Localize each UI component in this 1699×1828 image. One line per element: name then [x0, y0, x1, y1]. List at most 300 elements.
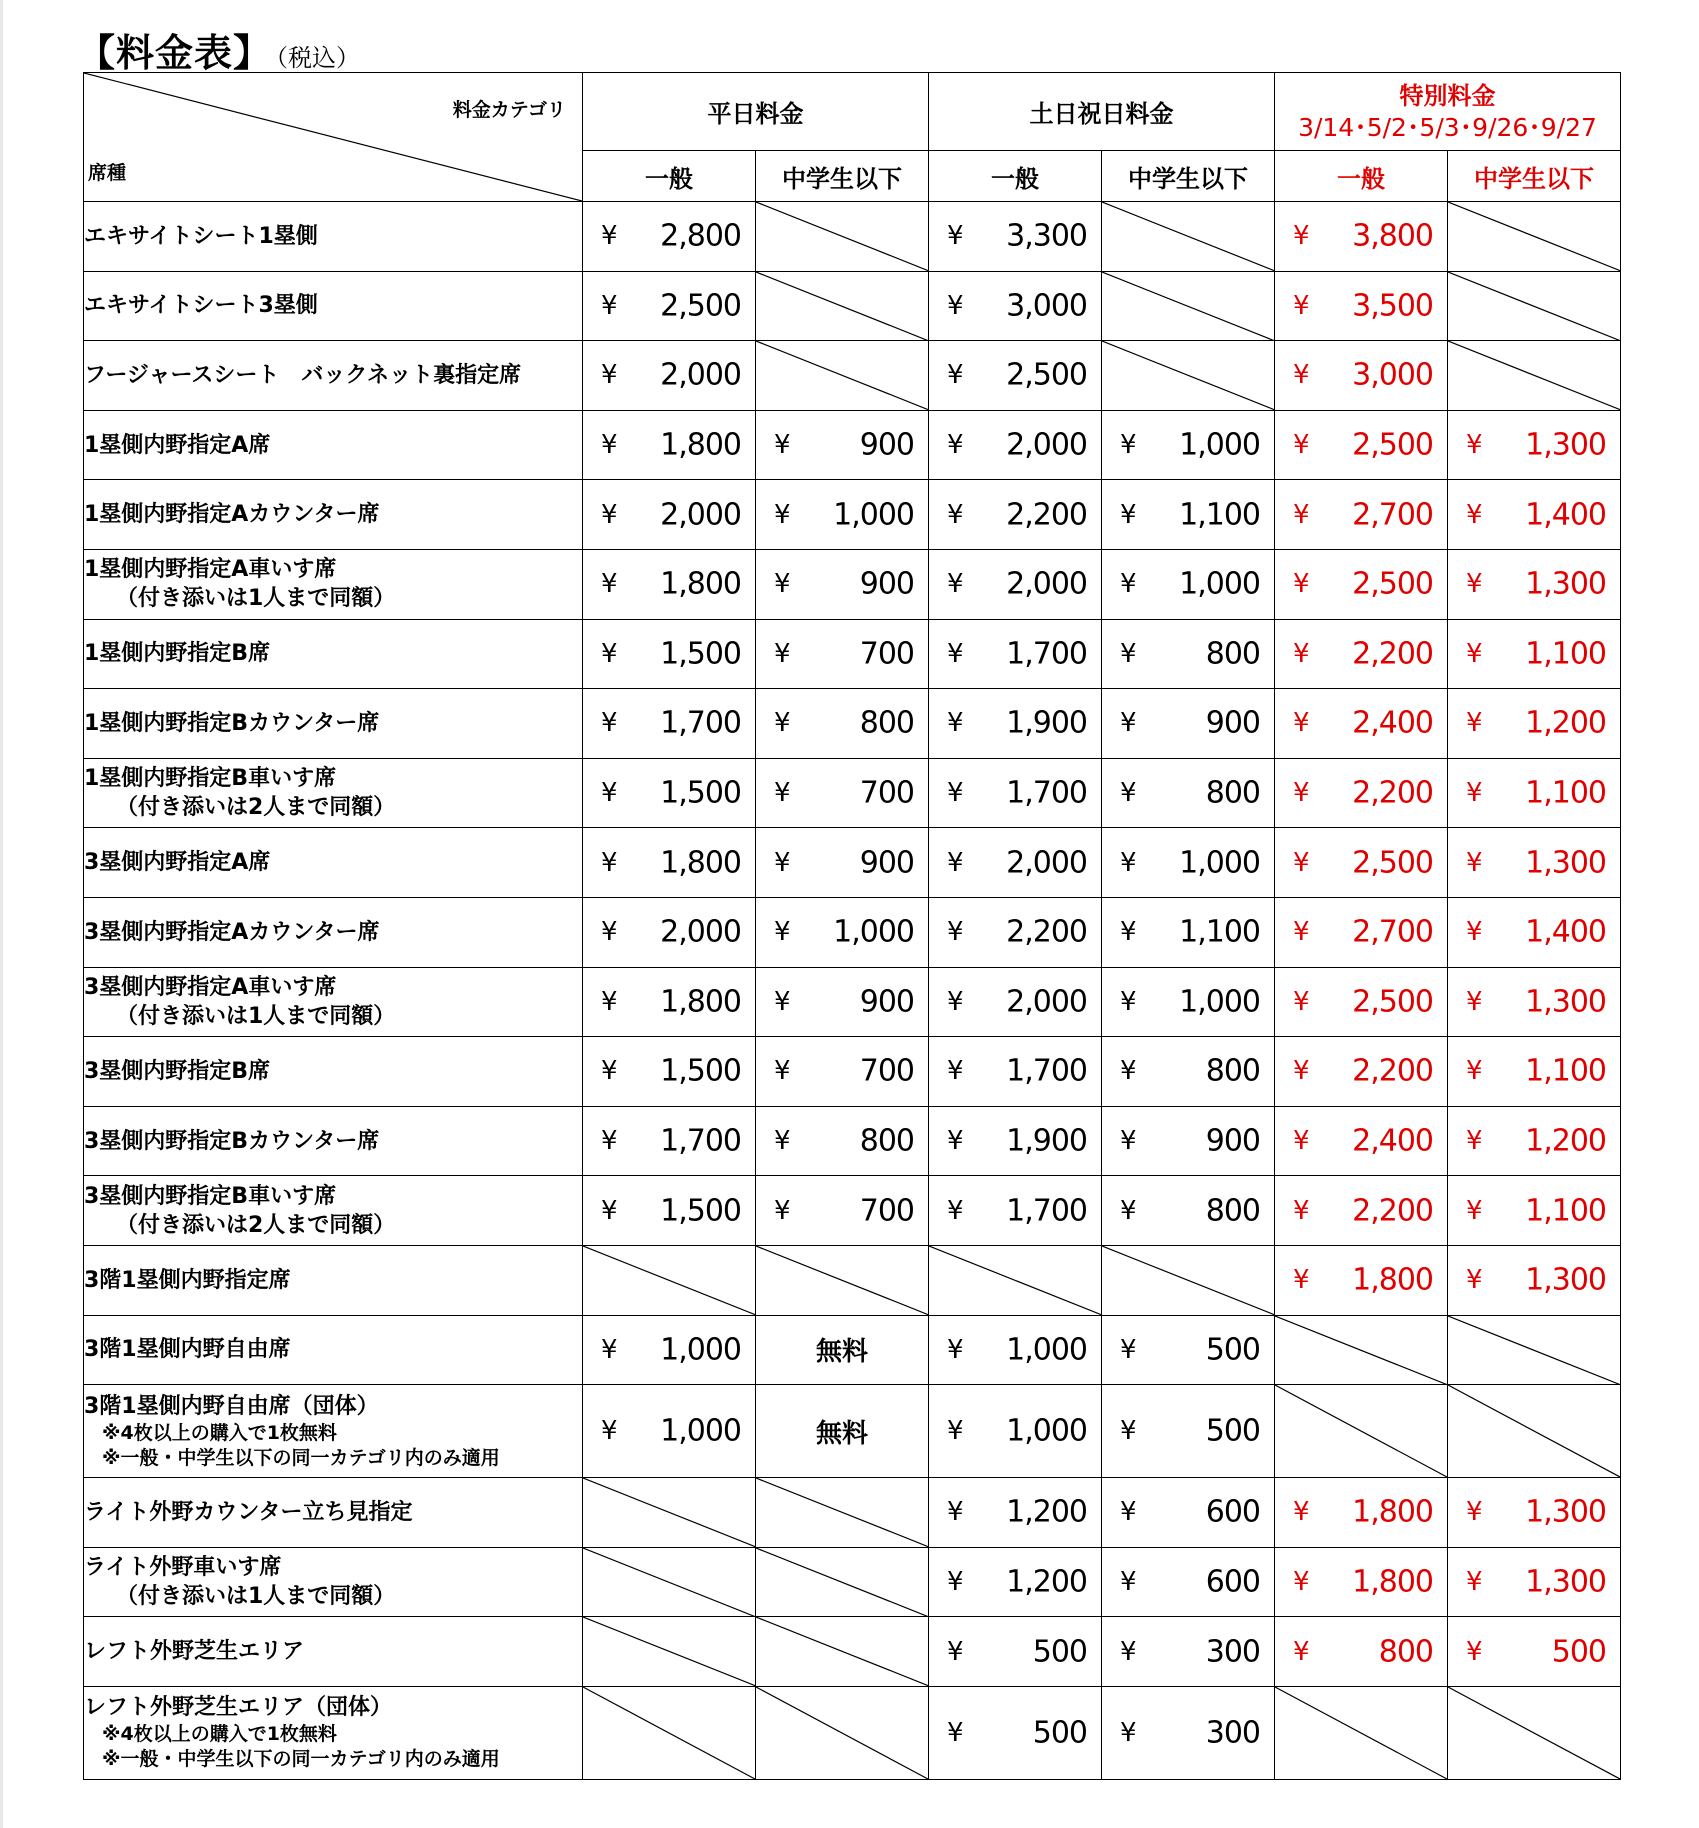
- yen-symbol: ¥: [1466, 708, 1483, 739]
- price-weekday-adult: [583, 897, 756, 967]
- yen-symbol: ¥: [601, 430, 618, 461]
- seat-name: 1塁側内野指定Aカウンター席: [84, 502, 380, 528]
- yen-symbol: ¥: [1293, 221, 1310, 252]
- price-table-body: [84, 202, 1621, 1780]
- price-amount: 2,000: [660, 914, 741, 950]
- yen-symbol: ¥: [1120, 1566, 1137, 1597]
- price-na-weekday-child: [756, 202, 929, 272]
- price-amount: 2,200: [1352, 636, 1433, 672]
- price-weekday-child: [756, 689, 929, 759]
- price-special-adult: [1275, 828, 1448, 898]
- price-amount: 900: [859, 984, 914, 1020]
- price-special-child: [1448, 1478, 1621, 1548]
- yen-symbol: ¥: [1120, 430, 1137, 461]
- price-special-adult: [1275, 1106, 1448, 1176]
- price-weekend-child: [1102, 410, 1275, 480]
- table-row: [84, 897, 1621, 967]
- table-row: [84, 410, 1621, 480]
- price-weekend-adult: [929, 1617, 1102, 1687]
- price-amount: 3,300: [1006, 218, 1087, 254]
- subheader-special-child: 中学生以下: [1448, 151, 1621, 202]
- seat-name-cell: [84, 1617, 583, 1687]
- seat-name-cell: [84, 758, 583, 828]
- yen-symbol: ¥: [1293, 917, 1310, 948]
- table-row: [84, 758, 1621, 828]
- not-applicable-slash-icon: [756, 1617, 928, 1686]
- yen-symbol: ¥: [774, 430, 791, 461]
- price-weekend-child: [1102, 1385, 1275, 1478]
- yen-symbol: ¥: [1293, 430, 1310, 461]
- seat-name-cell: [84, 1176, 583, 1246]
- price-amount: 800: [1205, 1053, 1260, 1089]
- price-amount: 1,200: [1525, 1123, 1607, 1159]
- seat-name: 3塁側内野指定Aカウンター席: [84, 919, 380, 945]
- yen-symbol: ¥: [1293, 986, 1310, 1017]
- seat-name: 3階1塁側内野自由席（団体）: [84, 1393, 379, 1419]
- yen-symbol: ¥: [947, 1416, 964, 1447]
- yen-symbol: ¥: [1293, 1497, 1310, 1528]
- table-row: [84, 1686, 1621, 1779]
- yen-symbol: ¥: [1120, 638, 1137, 669]
- price-special-child: [1448, 1617, 1621, 1687]
- price-special-child: [1448, 619, 1621, 689]
- price-weekend-child: [1102, 1547, 1275, 1617]
- price-amount: 1,200: [1525, 705, 1607, 741]
- seat-name-cell: [84, 1478, 583, 1548]
- price-na-special-child: [1448, 341, 1621, 411]
- price-amount: 1,700: [660, 1123, 741, 1159]
- price-weekday-adult: [583, 1106, 756, 1176]
- yen-symbol: ¥: [1466, 1566, 1483, 1597]
- yen-symbol: ¥: [774, 569, 791, 600]
- price-amount: 1,500: [660, 1053, 741, 1089]
- yen-symbol: ¥: [1120, 1126, 1137, 1157]
- yen-symbol: ¥: [1466, 1195, 1483, 1226]
- price-weekend-child: [1102, 1315, 1275, 1385]
- yen-symbol: ¥: [947, 221, 964, 252]
- price-amount: 2,000: [1006, 845, 1087, 881]
- seat-note-small: ※一般・中学生以下の同一カテゴリ内のみ適用: [102, 1748, 500, 1771]
- price-na-weekday-adult: [583, 1686, 756, 1779]
- not-applicable-slash-icon: [583, 1478, 755, 1547]
- price-na-weekday-child: [756, 271, 929, 341]
- price-na-special-child: [1448, 271, 1621, 341]
- yen-symbol: ¥: [774, 1056, 791, 1087]
- yen-symbol: ¥: [1120, 1717, 1137, 1748]
- price-special-child: [1448, 1547, 1621, 1617]
- yen-symbol: ¥: [1293, 569, 1310, 600]
- yen-symbol: ¥: [947, 986, 964, 1017]
- price-amount: 1,000: [1006, 1413, 1087, 1449]
- price-na-weekday-child: [756, 1478, 929, 1548]
- price-amount: 1,000: [1179, 845, 1260, 881]
- price-weekend-child: [1102, 1176, 1275, 1246]
- price-weekend-child: [1102, 1106, 1275, 1176]
- price-na-weekday-child: [756, 1617, 929, 1687]
- price-special-child: [1448, 1037, 1621, 1107]
- yen-symbol: ¥: [601, 917, 618, 948]
- price-special-adult: [1275, 410, 1448, 480]
- seat-name-cell: [84, 1686, 583, 1779]
- price-amount: 1,300: [1525, 1494, 1607, 1530]
- yen-symbol: ¥: [774, 1126, 791, 1157]
- price-amount: 2,800: [660, 218, 741, 254]
- price-weekday-adult: [583, 619, 756, 689]
- yen-symbol: ¥: [1120, 1056, 1137, 1087]
- price-amount: 1,100: [1525, 1193, 1607, 1229]
- price-special-adult: [1275, 689, 1448, 759]
- price-weekend-child: [1102, 1617, 1275, 1687]
- price-weekday-child: [756, 549, 929, 619]
- price-amount: 1,700: [1006, 1053, 1087, 1089]
- table-row: [84, 1037, 1621, 1107]
- seat-name: 1塁側内野指定B席: [84, 641, 271, 667]
- price-na-special-child: [1448, 202, 1621, 272]
- price-amount: 1,000: [833, 914, 914, 950]
- price-weekend-child: [1102, 1478, 1275, 1548]
- price-amount: 500: [1032, 1715, 1087, 1751]
- price-weekday-adult: [583, 202, 756, 272]
- price-amount: 2,400: [1352, 705, 1433, 741]
- price-amount: 900: [859, 427, 914, 463]
- yen-symbol: ¥: [601, 290, 618, 321]
- price-na-weekend-child: [1102, 341, 1275, 411]
- yen-symbol: ¥: [1293, 1056, 1310, 1087]
- yen-symbol: ¥: [774, 1195, 791, 1226]
- price-weekend-adult: [929, 410, 1102, 480]
- price-special-child: [1448, 410, 1621, 480]
- special-dates: 3/14･5/2･5/3･9/26･9/27: [1298, 112, 1597, 142]
- price-amount: 1,800: [1352, 1262, 1433, 1298]
- yen-symbol: ¥: [1466, 1636, 1483, 1667]
- price-special-adult: [1275, 202, 1448, 272]
- seat-note-small: ※4枚以上の購入で1枚無料: [102, 1723, 337, 1746]
- price-weekend-child: [1102, 480, 1275, 550]
- price-amount: 1,700: [1006, 636, 1087, 672]
- yen-symbol: ¥: [1466, 986, 1483, 1017]
- yen-symbol: ¥: [1293, 499, 1310, 530]
- yen-symbol: ¥: [1466, 569, 1483, 600]
- price-weekend-adult: [929, 271, 1102, 341]
- price-weekend-adult: [929, 202, 1102, 272]
- price-weekend-adult: [929, 549, 1102, 619]
- price-amount: 500: [1551, 1634, 1607, 1670]
- seat-name: 1塁側内野指定B車いす席: [84, 766, 337, 792]
- price-weekend-adult: [929, 758, 1102, 828]
- price-special-child: [1448, 549, 1621, 619]
- price-weekend-adult: [929, 897, 1102, 967]
- seat-note: （付き添いは2人まで同額）: [116, 795, 396, 821]
- yen-symbol: ¥: [601, 986, 618, 1017]
- price-amount: 500: [1205, 1413, 1260, 1449]
- seat-name: 1塁側内野指定A席: [84, 432, 271, 458]
- seat-name: エキサイトシート1塁側: [84, 223, 318, 249]
- yen-symbol: ¥: [947, 847, 964, 878]
- price-amount: 2,000: [1006, 427, 1087, 463]
- price-amount: 2,200: [1006, 914, 1087, 950]
- table-row: [84, 619, 1621, 689]
- yen-symbol: ¥: [947, 290, 964, 321]
- yen-symbol: ¥: [1120, 1636, 1137, 1667]
- yen-symbol: ¥: [947, 499, 964, 530]
- price-amount: 2,200: [1352, 1193, 1433, 1229]
- price-amount: 600: [1205, 1494, 1260, 1530]
- table-row: [84, 1106, 1621, 1176]
- seat-name-cell: [84, 689, 583, 759]
- price-na-special-child: [1448, 1315, 1621, 1385]
- price-weekday-child: [756, 410, 929, 480]
- yen-symbol: ¥: [1293, 1195, 1310, 1226]
- seat-name-cell: [84, 480, 583, 550]
- not-applicable-slash-icon: [756, 272, 928, 341]
- price-weekday-adult: [583, 549, 756, 619]
- price-amount: 2,500: [1006, 357, 1087, 393]
- yen-symbol: ¥: [1120, 778, 1137, 809]
- price-amount: 1,800: [660, 427, 741, 463]
- price-weekday-child: [756, 480, 929, 550]
- not-applicable-slash-icon: [929, 1246, 1101, 1315]
- price-na-special-adult: [1275, 1315, 1448, 1385]
- price-amount: 2,000: [660, 497, 741, 533]
- price-weekday-child: [756, 828, 929, 898]
- price-amount: 500: [1205, 1332, 1260, 1368]
- not-applicable-slash-icon: [583, 1246, 755, 1315]
- yen-symbol: ¥: [1293, 847, 1310, 878]
- price-special-adult: [1275, 341, 1448, 411]
- price-amount: 1,300: [1525, 1564, 1607, 1600]
- table-row: [84, 1315, 1621, 1385]
- table-row: [84, 1478, 1621, 1548]
- yen-symbol: ¥: [947, 917, 964, 948]
- not-applicable-slash-icon: [1102, 341, 1274, 410]
- price-amount: 1,700: [1006, 1193, 1087, 1229]
- price-amount: 1,100: [1179, 497, 1260, 533]
- subheader-weekday-child: 中学生以下: [756, 151, 929, 202]
- yen-symbol: ¥: [947, 1334, 964, 1365]
- table-row: [84, 341, 1621, 411]
- price-amount: 800: [1205, 1193, 1260, 1229]
- table-row: [84, 1617, 1621, 1687]
- yen-symbol: ¥: [601, 499, 618, 530]
- price-amount: 700: [859, 775, 914, 811]
- price-amount: 2,200: [1352, 1053, 1433, 1089]
- seat-name: エキサイトシート3塁側: [84, 293, 318, 319]
- yen-symbol: ¥: [601, 778, 618, 809]
- price-na-special-child: [1448, 1385, 1621, 1478]
- price-weekend-adult: [929, 1478, 1102, 1548]
- yen-symbol: ¥: [774, 708, 791, 739]
- yen-symbol: ¥: [1466, 1056, 1483, 1087]
- subheader-weekend-child: 中学生以下: [1102, 151, 1275, 202]
- yen-symbol: ¥: [1293, 1566, 1310, 1597]
- price-amount: 700: [859, 1053, 914, 1089]
- seat-name: 3塁側内野指定A車いす席: [84, 974, 337, 1000]
- price-amount: 2,000: [1006, 984, 1087, 1020]
- not-applicable-slash-icon: [583, 1687, 755, 1779]
- group-header-weekday: 平日料金: [583, 73, 929, 151]
- yen-symbol: ¥: [1466, 1126, 1483, 1157]
- price-weekday-adult: [583, 480, 756, 550]
- diagonal-divider-icon: [84, 73, 582, 201]
- yen-symbol: ¥: [1466, 1265, 1483, 1296]
- seat-name-cell: [84, 1385, 583, 1478]
- price-weekday-child: [756, 758, 929, 828]
- price-amount: 1,100: [1179, 914, 1260, 950]
- seat-name-cell: [84, 549, 583, 619]
- not-applicable-slash-icon: [583, 1617, 755, 1686]
- subheader-weekend-adult: 一般: [929, 151, 1102, 202]
- price-amount: 2,200: [1006, 497, 1087, 533]
- yen-symbol: ¥: [947, 638, 964, 669]
- seat-name-cell: [84, 619, 583, 689]
- not-applicable-slash-icon: [1102, 1246, 1274, 1315]
- price-special-adult: [1275, 758, 1448, 828]
- price-amount: 1,000: [660, 1413, 741, 1449]
- price-weekend-adult: [929, 967, 1102, 1037]
- price-amount: 1,400: [1525, 497, 1607, 533]
- price-table: [83, 72, 1621, 1780]
- yen-symbol: ¥: [1293, 360, 1310, 391]
- yen-symbol: ¥: [1466, 430, 1483, 461]
- price-free-weekday-child: 無料: [756, 1315, 929, 1385]
- seat-name-cell: [84, 341, 583, 411]
- price-na-weekday-child: [756, 1547, 929, 1617]
- price-weekday-adult: [583, 1385, 756, 1478]
- category-label: 料金カテゴリ: [452, 99, 566, 121]
- yen-symbol: ¥: [947, 569, 964, 600]
- yen-symbol: ¥: [947, 708, 964, 739]
- price-amount: 1,700: [1006, 775, 1087, 811]
- table-row: [84, 480, 1621, 550]
- price-amount: 900: [859, 566, 914, 602]
- not-applicable-slash-icon: [756, 202, 928, 271]
- seat-name: 1塁側内野指定Bカウンター席: [84, 710, 380, 736]
- yen-symbol: ¥: [1293, 290, 1310, 321]
- header-row-groups: [84, 73, 1621, 151]
- seat-name: フージャースシート バックネット裏指定席: [84, 362, 522, 388]
- title-main: 【料金表】: [77, 31, 273, 75]
- price-amount: 1,100: [1525, 1053, 1607, 1089]
- not-applicable-slash-icon: [1275, 1316, 1447, 1385]
- seat-note: （付き添いは1人まで同額）: [116, 1003, 396, 1029]
- seat-name-cell: [84, 1245, 583, 1315]
- seat-note: （付き添いは1人まで同額）: [116, 586, 396, 612]
- yen-symbol: ¥: [1120, 499, 1137, 530]
- price-amount: 800: [1378, 1634, 1433, 1670]
- yen-symbol: ¥: [774, 778, 791, 809]
- corner-header: [84, 73, 583, 202]
- price-amount: 1,500: [660, 775, 741, 811]
- yen-symbol: ¥: [601, 708, 618, 739]
- yen-symbol: ¥: [1466, 499, 1483, 530]
- yen-symbol: ¥: [1120, 1497, 1137, 1528]
- price-amount: 1,800: [1352, 1494, 1433, 1530]
- price-amount: 700: [859, 1193, 914, 1229]
- price-special-child: [1448, 828, 1621, 898]
- yen-symbol: ¥: [601, 638, 618, 669]
- price-amount: 3,800: [1352, 218, 1433, 254]
- yen-symbol: ¥: [947, 778, 964, 809]
- price-amount: 1,200: [1006, 1564, 1087, 1600]
- price-amount: 1,700: [660, 705, 741, 741]
- price-na-special-child: [1448, 1686, 1621, 1779]
- seat-name-cell: [84, 1037, 583, 1107]
- not-applicable-slash-icon: [1102, 202, 1274, 271]
- not-applicable-slash-icon: [1275, 1687, 1447, 1779]
- not-applicable-slash-icon: [1448, 1687, 1620, 1779]
- price-weekend-child: [1102, 828, 1275, 898]
- price-amount: 300: [1205, 1715, 1260, 1751]
- not-applicable-slash-icon: [756, 1246, 928, 1315]
- yen-symbol: ¥: [774, 986, 791, 1017]
- yen-symbol: ¥: [774, 638, 791, 669]
- price-weekday-adult: [583, 828, 756, 898]
- price-na-special-adult: [1275, 1686, 1448, 1779]
- yen-symbol: ¥: [774, 499, 791, 530]
- price-amount: 1,300: [1525, 427, 1607, 463]
- yen-symbol: ¥: [1466, 917, 1483, 948]
- price-weekend-child: [1102, 1686, 1275, 1779]
- yen-symbol: ¥: [947, 1636, 964, 1667]
- yen-symbol: ¥: [1293, 638, 1310, 669]
- price-amount: 1,800: [660, 566, 741, 602]
- price-weekday-adult: [583, 1315, 756, 1385]
- price-amount: 1,100: [1525, 636, 1607, 672]
- price-special-adult: [1275, 967, 1448, 1037]
- yen-symbol: ¥: [601, 1056, 618, 1087]
- price-special-adult: [1275, 480, 1448, 550]
- yen-symbol: ¥: [1120, 708, 1137, 739]
- price-na-weekday-adult: [583, 1617, 756, 1687]
- seat-note: （付き添いは2人まで同額）: [116, 1212, 396, 1238]
- price-amount: 500: [1032, 1634, 1087, 1670]
- price-special-adult: [1275, 1617, 1448, 1687]
- price-amount: 1,800: [660, 845, 741, 881]
- price-weekend-adult: [929, 480, 1102, 550]
- price-amount: 2,700: [1352, 914, 1433, 950]
- price-amount: 800: [1205, 775, 1260, 811]
- group-header-weekend: 土日祝日料金: [929, 73, 1275, 151]
- price-weekend-child: [1102, 897, 1275, 967]
- price-amount: 1,000: [1179, 566, 1260, 602]
- yen-symbol: ¥: [947, 1126, 964, 1157]
- price-weekend-adult: [929, 1037, 1102, 1107]
- seat-name-cell: [84, 410, 583, 480]
- seat-name: 1塁側内野指定A車いす席: [84, 557, 337, 583]
- price-na-weekend-child: [1102, 1245, 1275, 1315]
- price-weekend-adult: [929, 1547, 1102, 1617]
- price-special-child: [1448, 897, 1621, 967]
- price-amount: 1,500: [660, 1193, 741, 1229]
- not-applicable-slash-icon: [1448, 1385, 1620, 1477]
- price-weekend-child: [1102, 689, 1275, 759]
- price-amount: 300: [1205, 1634, 1260, 1670]
- not-applicable-slash-icon: [1275, 1385, 1447, 1477]
- yen-symbol: ¥: [947, 1566, 964, 1597]
- price-amount: 3,000: [1006, 288, 1087, 324]
- price-amount: 600: [1205, 1564, 1260, 1600]
- not-applicable-slash-icon: [1102, 272, 1274, 341]
- price-amount: 1,800: [660, 984, 741, 1020]
- yen-symbol: ¥: [947, 430, 964, 461]
- price-special-child: [1448, 967, 1621, 1037]
- price-amount: 2,500: [660, 288, 741, 324]
- title-tax-note: （税込）: [276, 44, 361, 72]
- yen-symbol: ¥: [1293, 778, 1310, 809]
- table-row: [84, 1245, 1621, 1315]
- price-weekday-adult: [583, 271, 756, 341]
- price-special-adult: [1275, 1478, 1448, 1548]
